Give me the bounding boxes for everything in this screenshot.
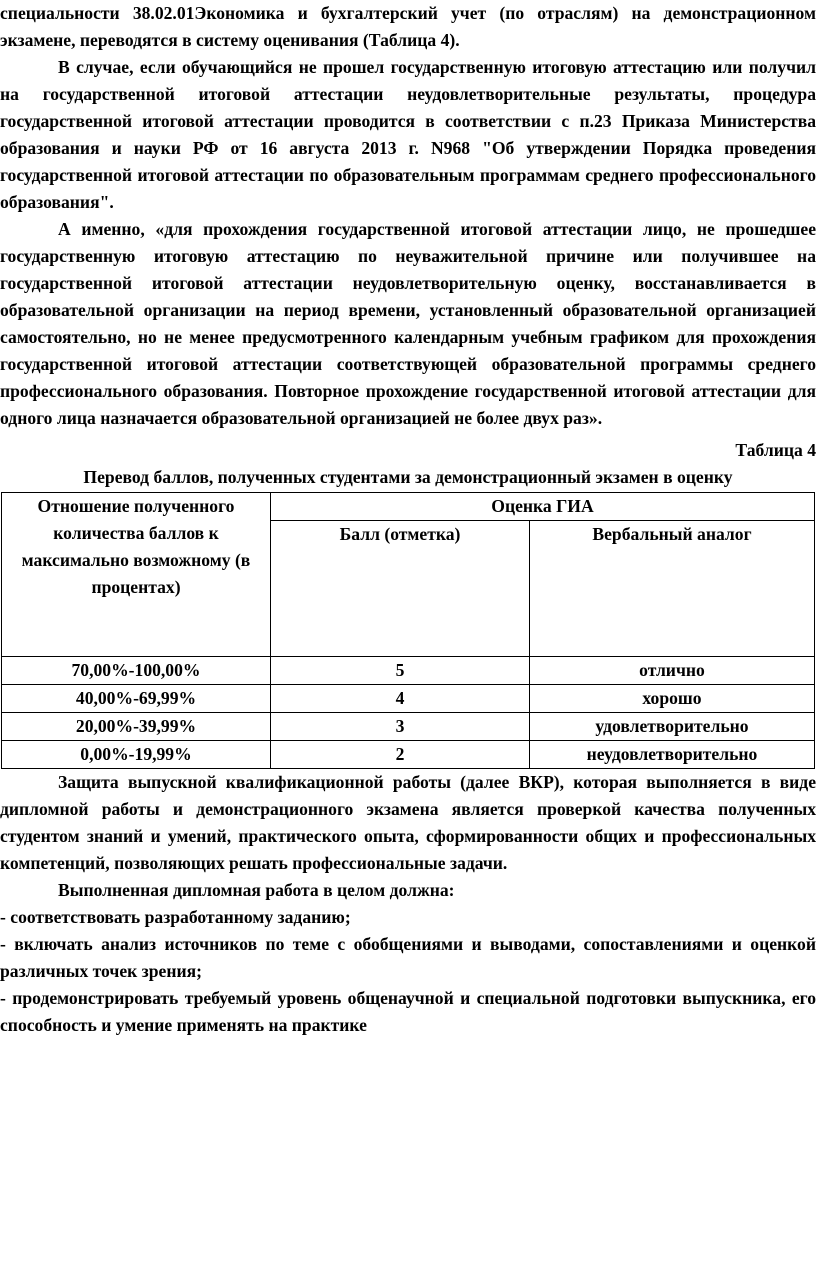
table-row	[2, 657, 815, 685]
list-item: - соответствовать разработанному заданию;	[0, 907, 351, 927]
cell-verbal: удовлетворительно	[530, 713, 815, 741]
cell-verbal: неудовлетворительно	[530, 741, 815, 769]
cell-range: 0,00%-19,99%	[2, 741, 271, 769]
header-gia-grade: Оценка ГИА	[271, 493, 815, 521]
cell-range: 20,00%-39,99%	[2, 713, 271, 741]
cell-score: 2	[271, 741, 530, 769]
cell-score: 4	[271, 685, 530, 713]
paragraph-order-quote: А именно, «для прохождения государственной итоговой аттестации лицо, не прошедшее государственную итоговую аттестацию по неуважительной причине или получившее на государственной итоговой аттестации неудовлетворительную оценку, восстанавливается в образовательной организации на период времени, установленный образовательной организацией самостоятельно, но не менее предусмотренного календарным учебным графиком для прохождения государственной итоговой аттестации соответствующей образовательной программы среднего профессионального образования. Повторное прохождение государственной итоговой аттестации для одного лица назначается образовательной организацией не более двух раз».	[0, 219, 816, 428]
table-header-row	[2, 493, 815, 521]
cell-score: 5	[271, 657, 530, 685]
list-item: - продемонстрировать требуемый уровень общенаучной и специальной подготовки выпускника, его способность и умение применять на практике	[0, 988, 816, 1035]
grades-table	[1, 492, 815, 769]
cell-score: 3	[271, 713, 530, 741]
paragraph-failed-attestation: В случае, если обучающийся не прошел государственную итоговую аттестацию или получил на государственной итоговой аттестации неудовлетворительные результаты, процедура государственной итоговой аттестации проводится в соответствии с п.23 Приказа Министерства образования и науки РФ от 16 августа 2013 г. N968 "Об утверждении Порядка проведения государственной итоговой аттестации по образовательным программам среднего профессионального образования".	[0, 57, 816, 212]
paragraph-vkr-defense: Защита выпускной квалификационной работы (далее ВКР), которая выполняется в виде дипломной работы и демонстрационного экзамена является проверкой качества полученных студентом знаний и умений, практического опыта, сформированности общих и профессиональных компетенций, позволяющих решать профессиональные задачи.	[0, 772, 816, 873]
table-row	[2, 713, 815, 741]
table-row	[2, 741, 815, 769]
list-item: - включать анализ источников по теме с обобщениями и выводами, сопоставлениями и оценкой различных точек зрения;	[0, 934, 816, 981]
header-percent-ratio: Отношение полученного количества баллов к максимально возможному (в процентах)	[2, 493, 271, 657]
paragraph-thesis-requirements: Выполненная дипломная работа в целом должна:	[58, 880, 455, 900]
table-row	[2, 685, 815, 713]
cell-range: 40,00%-69,99%	[2, 685, 271, 713]
cell-verbal: хорошо	[530, 685, 815, 713]
header-score: Балл (отметка)	[271, 521, 530, 657]
cell-verbal: отлично	[530, 657, 815, 685]
paragraph-grading-system: специальности 38.02.01Экономика и бухгалтерский учет (по отраслям) на демонстрационном экзамене, переводятся в систему оценивания (Таблица 4).	[0, 3, 816, 50]
table-caption: Перевод баллов, полученных студентами за демонстрационный экзамен в оценку	[83, 467, 733, 487]
table-label: Таблица 4	[735, 440, 816, 460]
cell-range: 70,00%-100,00%	[2, 657, 271, 685]
header-verbal: Вербальный аналог	[530, 521, 815, 657]
